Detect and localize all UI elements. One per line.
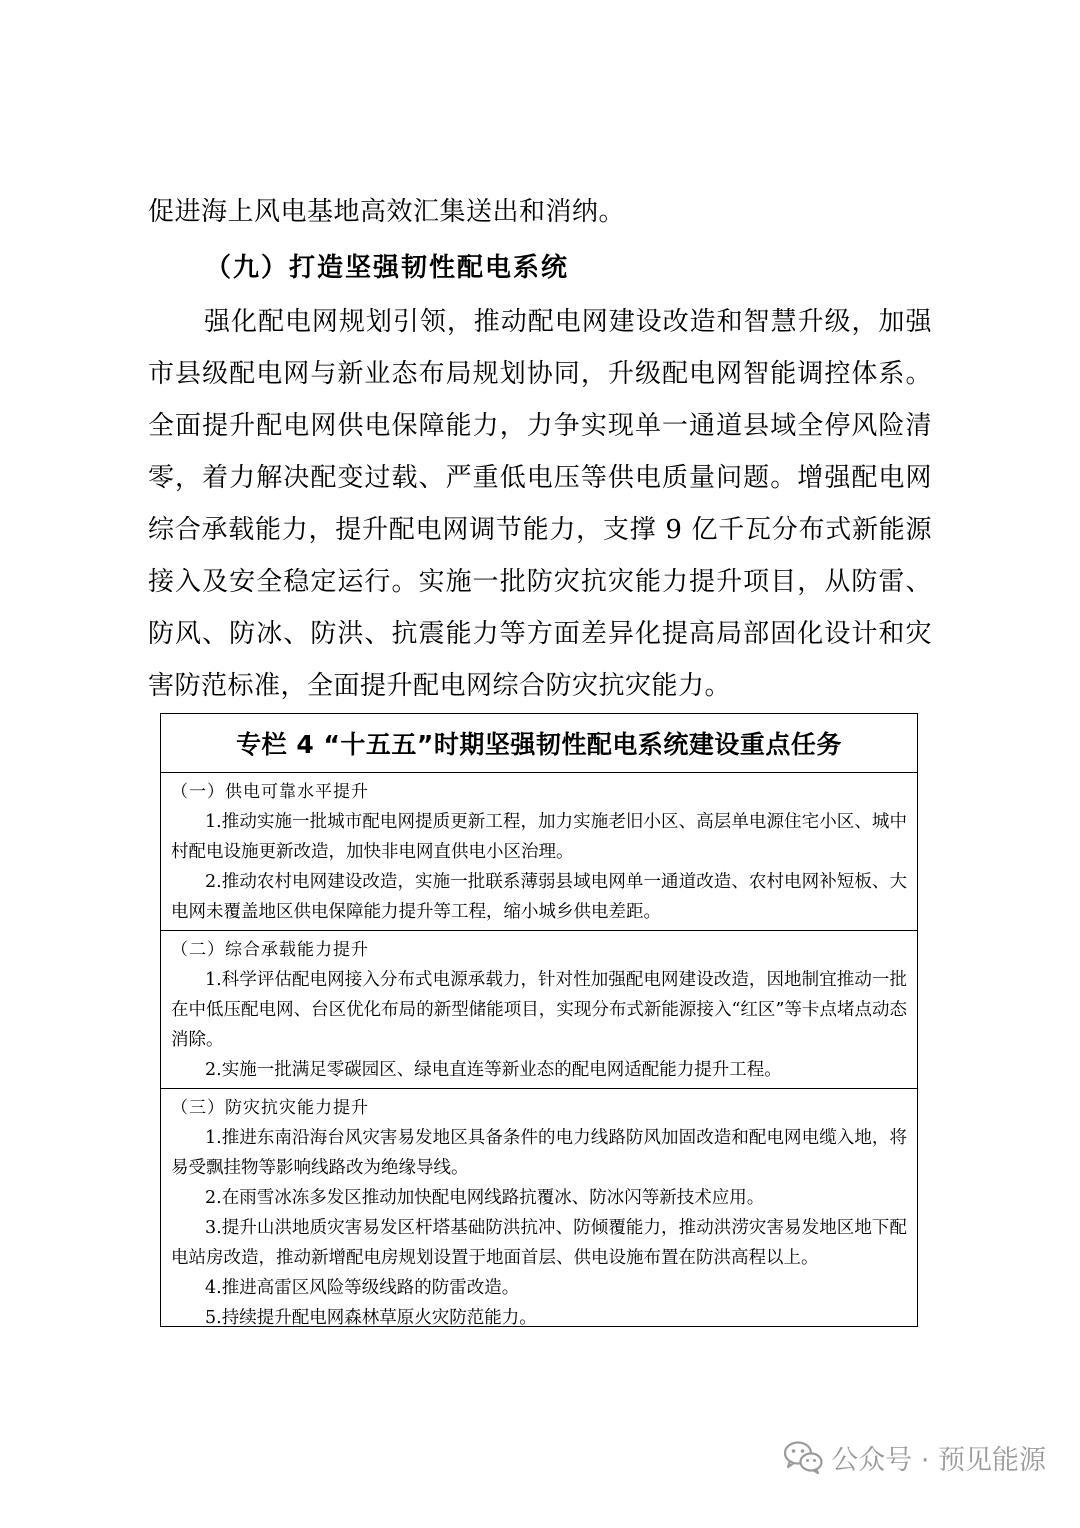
- box-item: 3.提升山洪地质灾害易发区杆塔基础防洪抗冲、防倾覆能力，推动洪涝灾害易发地区地下配电站房改造，推动新增配电房规划设置于地面首层、供电设施布置在防洪高程以上。: [171, 1218, 907, 1268]
- box-section-power-reliability: [161, 773, 917, 931]
- column-box: [160, 713, 918, 1327]
- column-box-title: 专栏 4 “十五五”时期坚强韧性配电系统建设重点任务: [161, 714, 917, 773]
- box-section-heading: （一）供电可靠水平提升: [171, 782, 369, 802]
- box-section-carrying-capacity: [161, 931, 917, 1089]
- lead-line: 促进海上风电基地高效汇集送出和消纳。: [148, 197, 626, 227]
- box-section-heading: （三）防灾抗灾能力提升: [171, 1098, 369, 1118]
- watermark: [783, 1432, 1046, 1482]
- box-item: 4.推进高雷区风险等级线路的防雷改造。: [205, 1278, 520, 1298]
- section-heading: （九）打造坚强韧性配电系统: [205, 253, 570, 283]
- box-item: 2.实施一批满足零碳园区、绿电直连等新业态的配电网适配能力提升工程。: [205, 1060, 782, 1080]
- body-paragraph: 强化配电网规划引领，推动配电网建设改造和智慧升级，加强市县级配电网与新业态布局规划协同，升级配电网智能调控体系。全面提升配电网供电保障能力，力争实现单一通道县域全停风险清零，着力解决配变过载、严重低电压等供电质量问题。增强配电网综合承载能力，提升配电网调节能力，支撑 9 亿千瓦分布式新能源接入及安全稳定运行。实施一批防灾抗灾能力提升项目，从防雷、防风、防冰、防洪、抗震能力等方面差异化提高局部固化设计和灾害防范标准，全面提升配电网综合防灾抗灾能力。: [148, 307, 932, 701]
- watermark-text: 公众号 · 预见能源: [831, 1444, 1046, 1476]
- box-item: 2.推动农村电网建设改造，实施一批联系薄弱县域电网单一通道改造、农村电网补短板、大电网未覆盖地区供电保障能力提升等工程，缩小城乡供电差距。: [171, 872, 907, 922]
- wechat-icon: [783, 1440, 823, 1474]
- box-section-heading: （二）综合承载能力提升: [171, 940, 369, 960]
- box-item: 5.持续提升配电网森林草原火灾防范能力。: [205, 1308, 537, 1328]
- box-item: 1.推进东南沿海台风灾害易发地区具备条件的电力线路防风加固改造和配电网电缆入地，将易受飘挂物等影响线路改为绝缘导线。: [171, 1128, 907, 1178]
- box-item: 1.推动实施一批城市配电网提质更新工程，加力实施老旧小区、高层单电源住宅小区、城中村配电设施更新改造，加快非电网直供电小区治理。: [171, 812, 907, 862]
- box-item: 2.在雨雪冰冻多发区推动加快配电网线路抗覆冰、防冰闪等新技术应用。: [205, 1188, 765, 1208]
- box-item: 1.科学评估配电网接入分布式电源承载力，针对性加强配电网建设改造，因地制宜推动一批在中低压配电网、台区优化布局的新型储能项目，实现分布式新能源接入“红区”等卡点堵点动态消除。: [171, 970, 907, 1050]
- box-section-disaster-resistance: [161, 1089, 917, 1336]
